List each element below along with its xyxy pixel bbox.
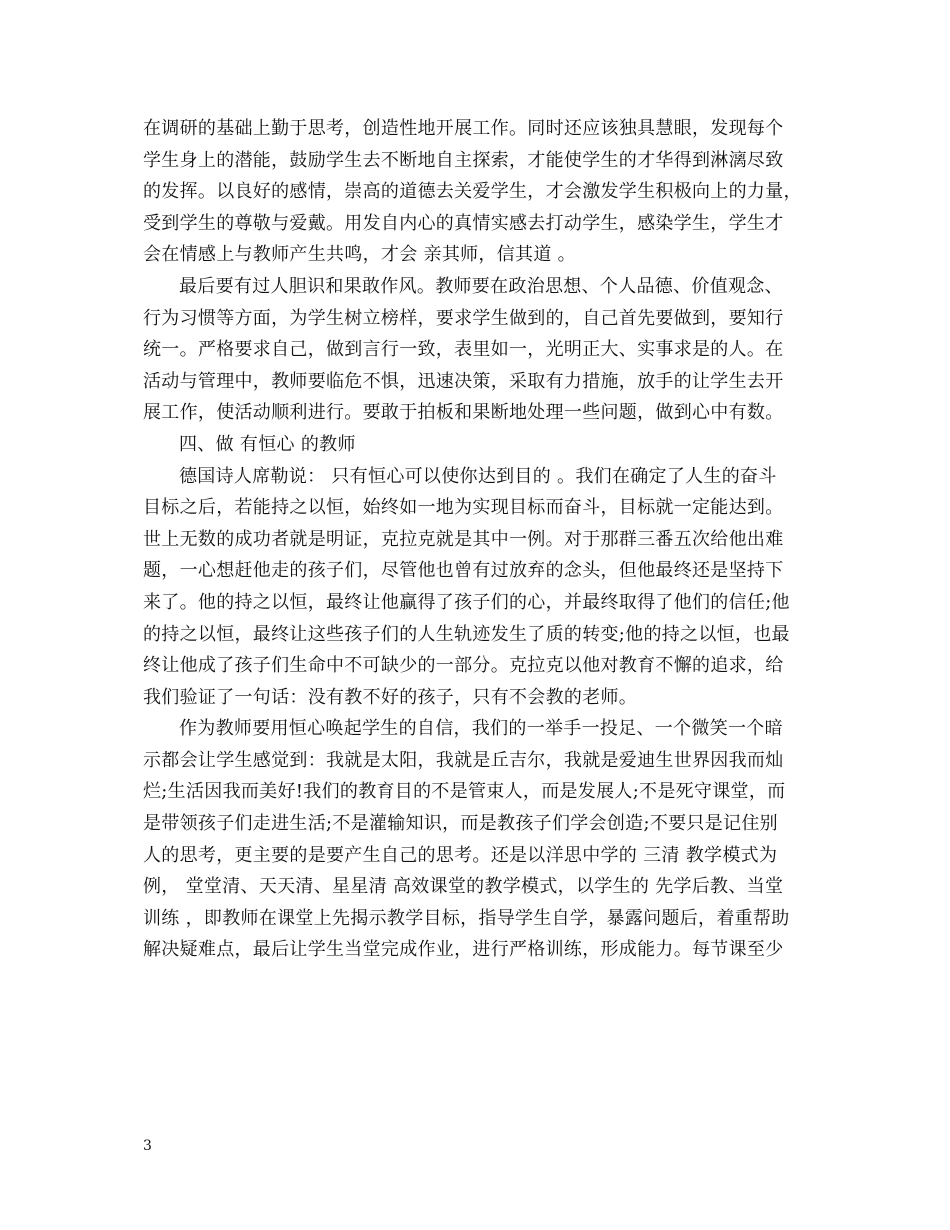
text-line: 统一。严格要求自己，做到言行一致，表里如一，光明正大、实事求是的人。在: [143, 339, 784, 361]
text-line: 最后要有过人胆识和果敢作风。教师要在政治思想、个人品德、价值观念、: [179, 275, 783, 297]
text-line: 训练 ，即教师在课堂上先揭示教学目标，指导学生自学，暴露问题后，着重帮助: [143, 907, 790, 929]
text-line: 行为习惯等方面，为学生树立榜样，要求学生做到的，自己首先要做到，要知行: [143, 307, 784, 329]
page-number: 3: [143, 1138, 152, 1154]
text-line: 德国诗人席勒说： 只有恒心可以使你达到目的 。我们在确定了人生的奋斗: [179, 465, 777, 487]
text-line: 我们验证了一句话：没有教不好的孩子，只有不会教的老师。: [143, 686, 638, 708]
body-text: [143, 113, 813, 966]
text-line: 目标之后，若能持之以恒，始终如一地为实现目标而奋斗，目标就一定能达到。: [143, 497, 784, 519]
text-line: 作为教师要用恒心唤起学生的自信，我们的一举手一投足、一个微笑一个暗: [179, 718, 783, 740]
text-line: 是带领孩子们走进生活;不是灌输知识，而是教孩子们学会创造;不要只是记住别: [143, 813, 778, 835]
text-line: 四、做 有恒心 的教师: [179, 433, 356, 455]
text-line: 示都会让学生感觉到：我就是太阳，我就是丘吉尔，我就是爱迪生世界因我而灿: [143, 749, 784, 771]
text-line: 人的思考，更主要的是要产生自己的思考。还是以洋思中学的 三清 教学模式为: [143, 844, 778, 866]
text-line: 活动与管理中，教师要临危不惧，迅速决策，采取有力措施，放手的让学生去开: [143, 370, 784, 392]
text-line: 世上无数的成功者就是明证，克拉克就是其中一例。对于那群三番五次给他出难: [143, 528, 784, 550]
text-line: 终让他成了孩子们生命中不可缺少的一部分。克拉克以他对教育不懈的追求，给: [143, 655, 784, 677]
text-line: 会在情感上与教师产生共鸣，才会 亲其师，信其道 。: [143, 244, 576, 266]
text-line: 来了。他的持之以恒，最终让他赢得了孩子们的心，并最终取得了他们的信任;他: [143, 591, 790, 613]
text-line: 展工作，使活动顺利进行。要敢于拍板和果断地处理一些问题，做到心中有数。: [143, 402, 784, 424]
text-line: 受到学生的尊敬与爱戴。用发自内心的真情实感去打动学生，感染学生，学生才: [143, 212, 784, 234]
text-line: 例， 堂堂清、天天清、星星清 高效课堂的教学模式，以学生的 先学后教、当堂: [143, 876, 784, 898]
text-line: 的发挥。以良好的感情，崇高的道德去关爱学生，才会激发学生积极向上的力量，: [143, 181, 802, 203]
text-line: 烂;生活因我而美好!我们的教育目的不是管束人，而是发展人;不是死守课堂，而: [143, 781, 786, 803]
text-line: 的持之以恒，最终让这些孩子们的人生轨迹发生了质的转变;他的持之以恒，也最: [143, 623, 790, 645]
text-line: 在调研的基础上勤于思考，创造性地开展工作。同时还应该独具慧眼，发现每个: [143, 118, 784, 139]
text-line: 题，一心想赶他走的孩子们，尽管他也曾有过放弃的念头，但他最终还是坚持下: [143, 560, 784, 582]
text-line: 解决疑难点，最后让学生当堂完成作业，进行严格训练，形成能力。每节课至少: [143, 939, 784, 961]
text-line: 学生身上的潜能，鼓励学生去不断地自主探索，才能使学生的才华得到淋漓尽致: [143, 149, 784, 171]
